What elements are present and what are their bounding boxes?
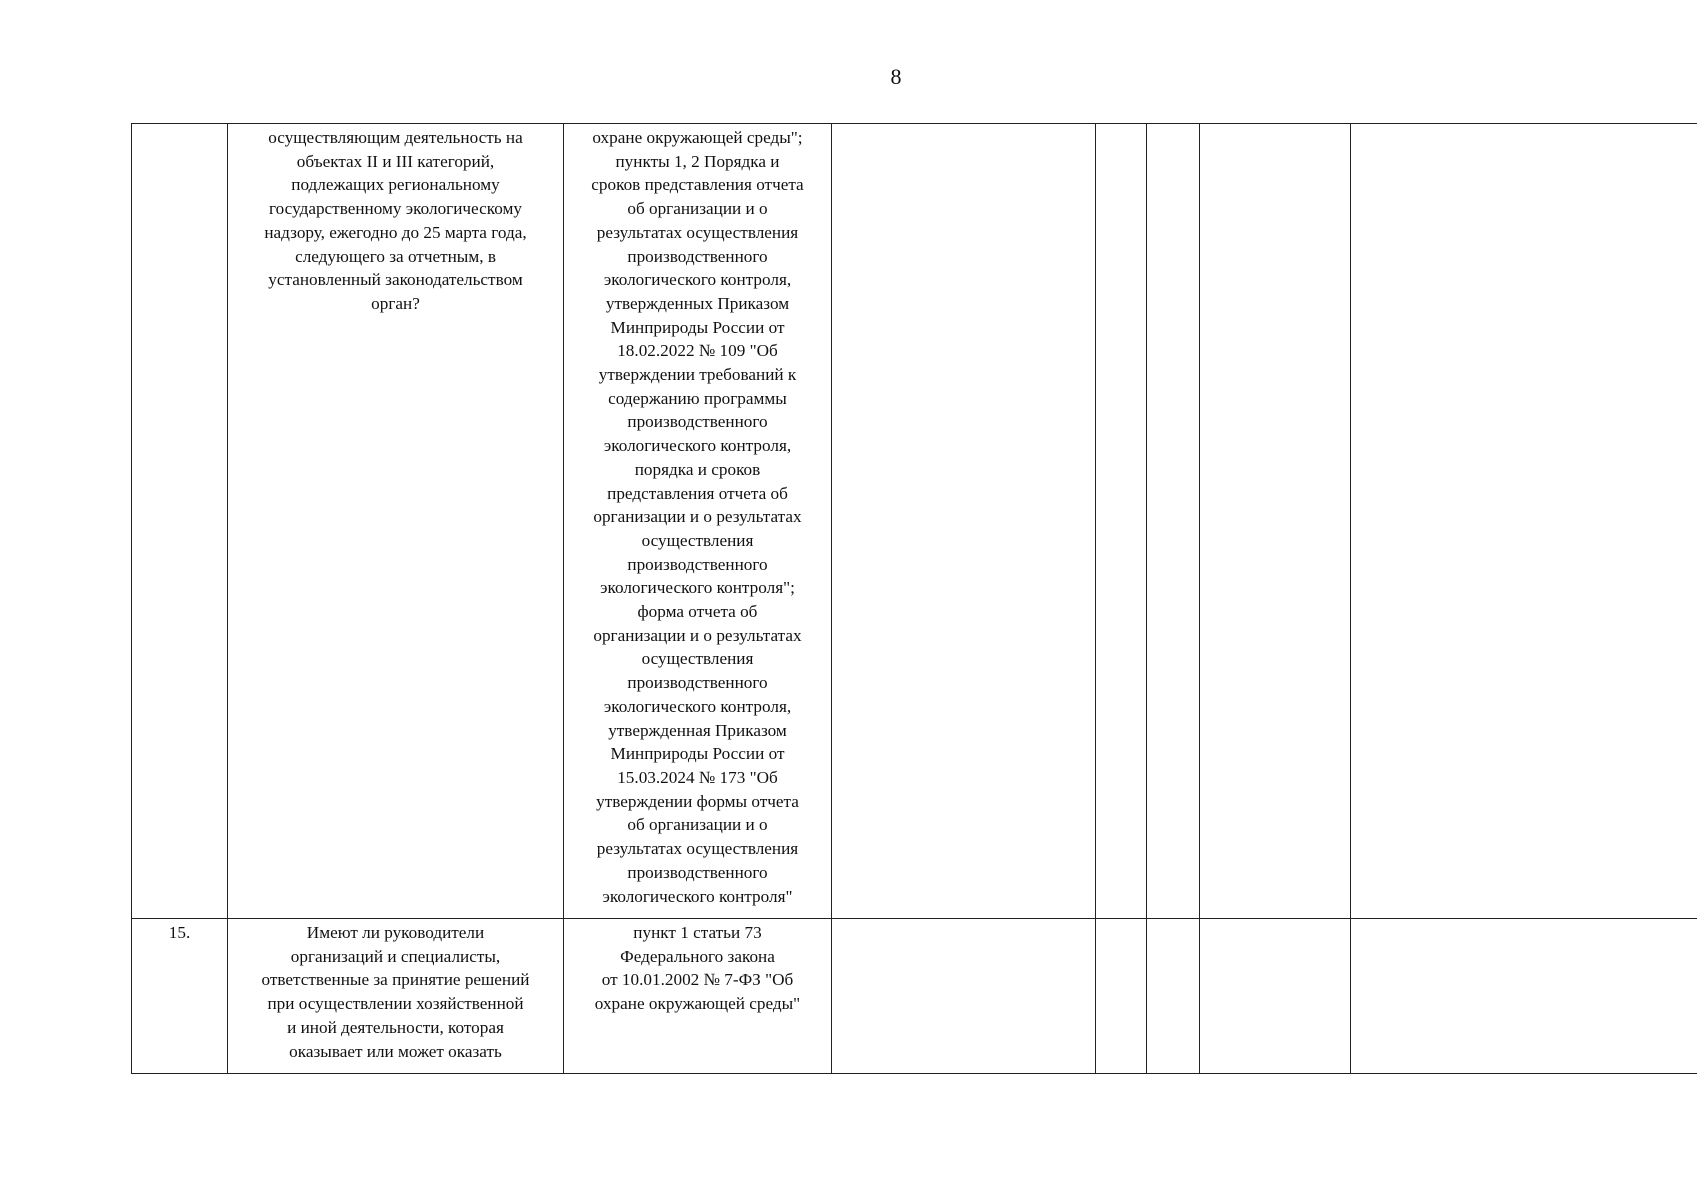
answer-cell [1351,919,1697,1074]
requirements-line: экологического контроля, [603,696,792,716]
answer-cell [832,919,1096,1074]
requirements-line: Минприроды России от [610,744,785,764]
answer-cell [1147,124,1200,919]
requirements-line: об организации и о [627,815,768,835]
requirements-line: осуществления [641,649,754,669]
question-cell [228,124,564,919]
requirements-line: содержанию программы [608,388,787,408]
answer-cell [1200,124,1351,919]
requirements-line: утверждении формы отчета [596,791,799,811]
answer-cell [1096,919,1147,1074]
requirements-line: производственного [627,412,768,432]
question-line: осуществляющим деятельность на [268,128,523,147]
requirements-line: порядка и сроков [634,459,761,479]
requirements-line: охране окружающей среды" [594,994,801,1014]
requirements-line: пункты 1, 2 Порядка и [615,151,780,171]
question-line: организаций и специалисты, [290,946,501,966]
requirements-line: производственного [627,862,768,882]
question-line: следующего за отчетным, в [295,246,496,266]
question-line: объектах II и III категорий, [296,151,495,171]
question-line: государственному экологическому [269,199,522,219]
requirements-line: охране окружающей среды"; [592,128,803,147]
requirements-line: утвержденная Приказом [608,720,787,740]
requirements-line: пункт 1 статьи 73 [633,923,762,942]
answer-cell [1200,919,1351,1074]
requirements-line: организации и о результатах [593,625,802,645]
table-row [132,919,1697,1074]
requirements-line: сроков представления отчета [591,175,804,195]
question-cell [228,919,564,1074]
requirements-line: результатах осуществления [596,839,799,859]
requirements-line: утвержденных Приказом [605,293,790,313]
question-line: Имеют ли руководители [306,923,485,942]
requirements-line: утверждении требований к [598,365,797,385]
requirements-line: производственного [627,554,768,574]
question-line: ответственные за принятие решений [261,970,530,990]
requirements-line: представления отчета об [607,483,788,503]
requirements-line: от 10.01.2002 № 7-ФЗ "Об [601,970,794,990]
requirements-cell [564,124,832,919]
requirements-line: результатах осуществления [596,222,799,242]
question-line: орган? [371,293,420,313]
requirements-line: организации и о результатах [593,507,802,527]
requirements-line: экологического контроля"; [600,578,795,598]
requirements-line: экологического контроля, [603,270,792,290]
requirements-line: Минприроды России от [610,317,785,337]
page-number: 8 [890,64,902,89]
row-number-cell: 15. [132,919,228,1074]
question-line: оказывает или может оказать [289,1041,502,1061]
question-line: установленный законодательством [268,270,523,290]
requirements-line: осуществления [641,530,754,550]
requirements-line: производственного [627,673,768,693]
answer-cell [1351,124,1697,919]
requirements-line: форма отчета об [637,602,758,622]
answer-cell [1096,124,1147,919]
question-line: при осуществлении хозяйственной [267,994,524,1014]
question-line: и иной деятельности, которая [287,1017,504,1037]
requirements-line: экологического контроля" [602,886,793,906]
row-number-cell [132,124,228,919]
requirements-line: Федерального закона [620,946,775,966]
answer-cell [1147,919,1200,1074]
question-line: подлежащих региональному [291,175,500,195]
requirements-line: экологического контроля, [603,436,792,456]
checklist-table [131,123,1697,1074]
table-row [132,124,1697,919]
requirements-line: производственного [627,246,768,266]
requirements-line: 15.03.2024 № 173 "Об [617,767,778,787]
requirements-cell [564,919,832,1074]
answer-cell [832,124,1096,919]
question-line: надзору, ежегодно до 25 марта года, [264,222,527,242]
requirements-line: 18.02.2022 № 109 "Об [617,341,778,361]
requirements-line: об организации и о [627,199,768,219]
